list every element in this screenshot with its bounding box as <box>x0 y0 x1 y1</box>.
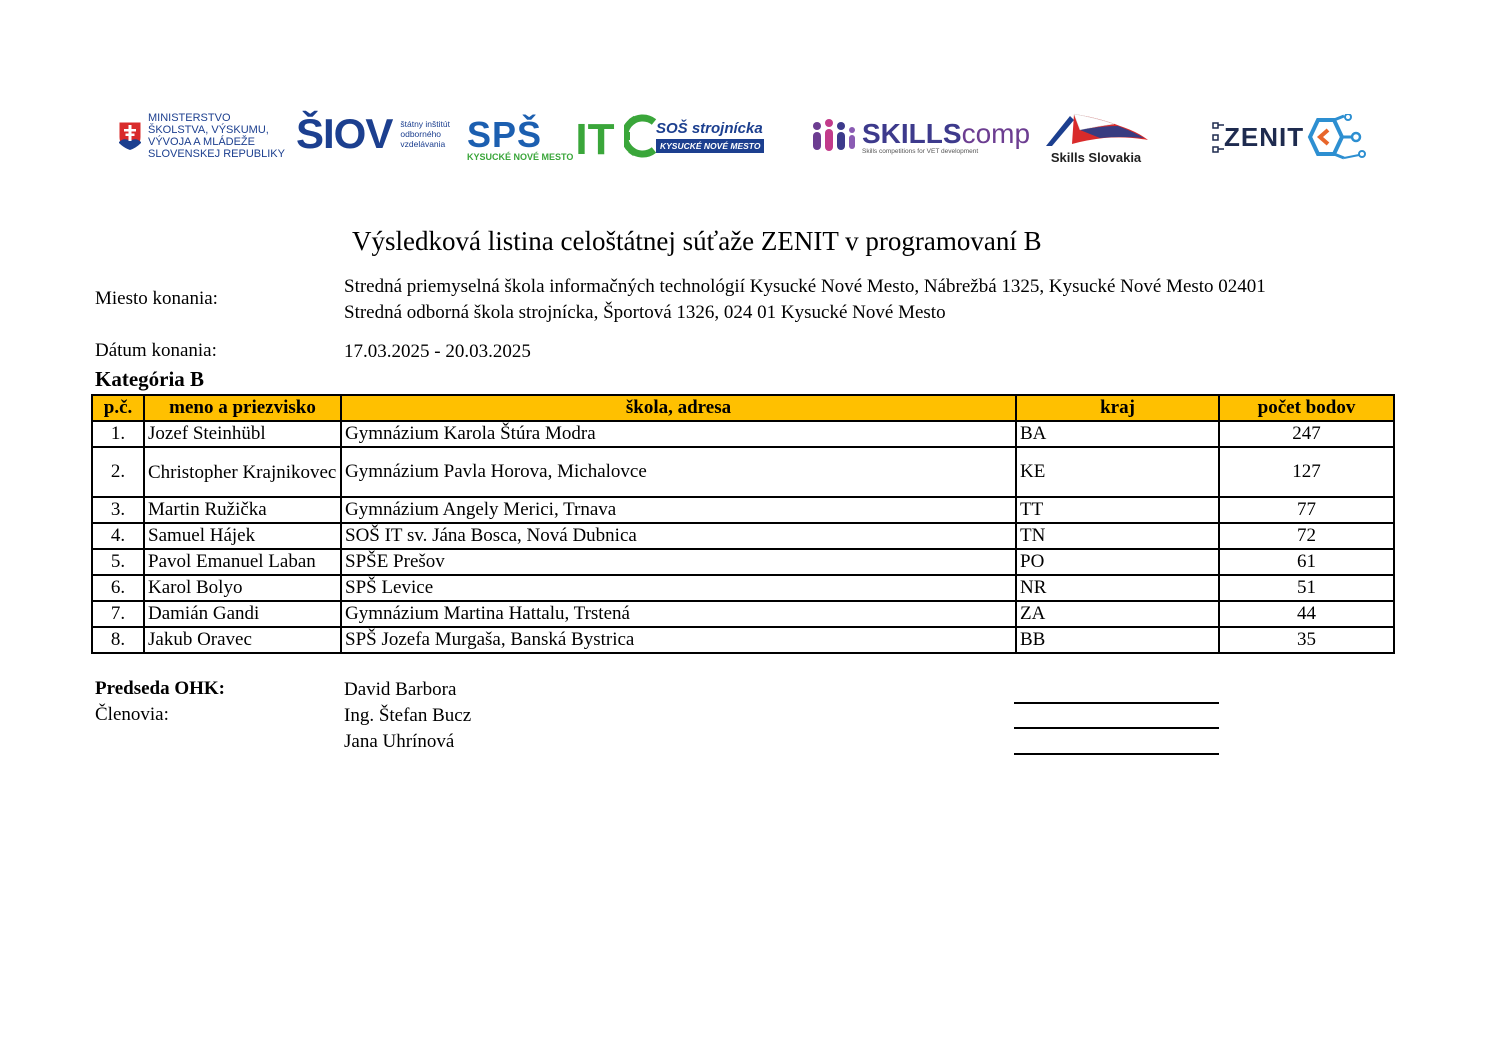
skillscomp-logo-sub: Skills competitions for VET development <box>862 147 979 155</box>
siov-logo-sub: odborného <box>400 129 442 139</box>
ministry-logo <box>118 112 285 160</box>
cell-rank: 7. <box>92 601 144 627</box>
cell-school: Gymnázium Martina Hattalu, Trstená <box>341 601 1016 627</box>
cell-rank: 4. <box>92 523 144 549</box>
header-rank: p.č. <box>92 395 144 421</box>
commission-name: David Barbora <box>344 679 457 700</box>
venue-line: Stredná odborná škola strojnícka, Športová 1326, 024 01 Kysucké Nové Mesto <box>344 302 946 323</box>
cell-name: Pavol Emanuel Laban <box>144 549 341 575</box>
chair-label: Predseda OHK: <box>95 678 226 699</box>
results-table <box>91 394 1395 654</box>
signature-line <box>1014 702 1219 704</box>
zenit-logo <box>1212 114 1368 160</box>
ministry-logo-line: MINISTERSTVO <box>148 112 231 124</box>
header-region: kraj <box>1016 395 1219 421</box>
cell-points: 35 <box>1219 627 1394 653</box>
siov-logo <box>296 110 450 157</box>
commission-name: Ing. Štefan Bucz <box>344 705 472 726</box>
cell-name: Karol Bolyo <box>144 575 341 601</box>
zenit-logo-word: ZENIT <box>1224 121 1305 152</box>
table-row <box>92 497 1394 523</box>
cell-region: NR <box>1016 575 1219 601</box>
slovak-coat-of-arms-icon <box>118 121 142 151</box>
skills-slovakia-logo-text: Skills Slovakia <box>1050 150 1142 165</box>
signature-line <box>1014 727 1219 729</box>
cell-name: Jakub Oravec <box>144 627 341 653</box>
sos-logo-bar: KYSUCKÉ NOVÉ MESTO <box>656 139 764 153</box>
cell-school: SPŠ Levice <box>341 575 1016 601</box>
cell-school: SPŠE Prešov <box>341 549 1016 575</box>
table-row <box>92 523 1394 549</box>
venue-label: Miesto konania: <box>95 288 218 309</box>
table-row <box>92 421 1394 447</box>
members-label: Členovia: <box>95 704 169 725</box>
siov-logo-sub: štátny inštitút <box>400 119 450 129</box>
cell-rank: 6. <box>92 575 144 601</box>
date-label: Dátum konania: <box>95 340 217 361</box>
siov-logo-word: ŠIOV <box>296 110 393 157</box>
ministry-logo-line: SLOVENSKEJ REPUBLIKY <box>148 148 285 160</box>
ministry-logo-line: ŠKOLSTVA, VÝSKUMU, <box>148 124 269 136</box>
skillscomp-logo-word: SKILLS <box>862 117 962 149</box>
cell-rank: 5. <box>92 549 144 575</box>
table-row <box>92 627 1394 653</box>
cell-region: TT <box>1016 497 1219 523</box>
cell-school: Gymnázium Pavla Horova, Michalovce <box>341 447 1016 497</box>
header-school: škola, adresa <box>341 395 1016 421</box>
cell-rank: 2. <box>92 447 144 497</box>
cell-points: 61 <box>1219 549 1394 575</box>
cell-region: BB <box>1016 627 1219 653</box>
category-heading: Kategória B <box>95 367 205 391</box>
circuit-icon <box>1212 117 1224 157</box>
header-name: meno a priezvisko <box>144 395 341 421</box>
cell-points: 247 <box>1219 421 1394 447</box>
cell-name: Martin Ružička <box>144 497 341 523</box>
skillscomp-logo <box>810 118 1030 156</box>
cell-region: PO <box>1016 549 1219 575</box>
ministry-logo-line: VÝVOJA A MLÁDEŽE <box>148 136 255 148</box>
table-row <box>92 447 1394 497</box>
date-value: 17.03.2025 - 20.03.2025 <box>344 341 531 362</box>
cell-name: Damián Gandi <box>144 601 341 627</box>
flag-icon <box>1040 110 1152 150</box>
skills-slovakia-logo <box>1040 110 1152 165</box>
sps-logo-word: SPŠ <box>467 114 543 155</box>
table-row <box>92 575 1394 601</box>
sps-it-logo <box>467 114 615 164</box>
cell-points: 44 <box>1219 601 1394 627</box>
cell-rank: 1. <box>92 421 144 447</box>
it-logo-word: IT <box>575 115 615 164</box>
cell-points: 72 <box>1219 523 1394 549</box>
skillscomp-logo-word-light: comp <box>961 117 1031 149</box>
table-row <box>92 601 1394 627</box>
cell-region: KE <box>1016 447 1219 497</box>
header-points: počet bodov <box>1219 395 1394 421</box>
cell-rank: 3. <box>92 497 144 523</box>
cell-rank: 8. <box>92 627 144 653</box>
cell-school: SOŠ IT sv. Jána Bosca, Nová Dubnica <box>341 523 1016 549</box>
hexagon-icon <box>1304 114 1368 160</box>
cell-school: Gymnázium Karola Štúra Modra <box>341 421 1016 447</box>
cell-school: SPŠ Jozefa Murgaša, Banská Bystrica <box>341 627 1016 653</box>
commission-name: Jana Uhrínová <box>344 731 455 752</box>
cell-name: Christopher Krajnikovec <box>144 447 341 497</box>
cell-name: Jozef Steinhübl <box>144 421 341 447</box>
cell-region: ZA <box>1016 601 1219 627</box>
table-header-row <box>92 395 1394 421</box>
cell-name: Samuel Hájek <box>144 523 341 549</box>
cell-school: Gymnázium Angely Merici, Trnava <box>341 497 1016 523</box>
cell-points: 51 <box>1219 575 1394 601</box>
signature-line <box>1014 753 1219 755</box>
siov-logo-sub: vzdelávania <box>400 139 446 149</box>
sos-logo-title: SOŠ strojnícka <box>656 119 763 137</box>
table-row <box>92 549 1394 575</box>
venue-line: Stredná priemyselná škola informačných technológií Kysucké Nové Mesto, Nábrežbá 1325, Kysucké Nové Mesto 02401 <box>344 276 1266 297</box>
cell-points: 77 <box>1219 497 1394 523</box>
people-icon <box>810 118 856 156</box>
cell-points: 127 <box>1219 447 1394 497</box>
gear-icon <box>624 114 658 158</box>
document-title: Výsledková listina celoštátnej súťaže ZENIT v programovaní B <box>352 226 1042 256</box>
cell-region: BA <box>1016 421 1219 447</box>
sps-logo-sub: KYSUCKÉ NOVÉ MESTO <box>467 152 574 162</box>
sos-strojnicka-logo <box>624 114 764 158</box>
cell-region: TN <box>1016 523 1219 549</box>
